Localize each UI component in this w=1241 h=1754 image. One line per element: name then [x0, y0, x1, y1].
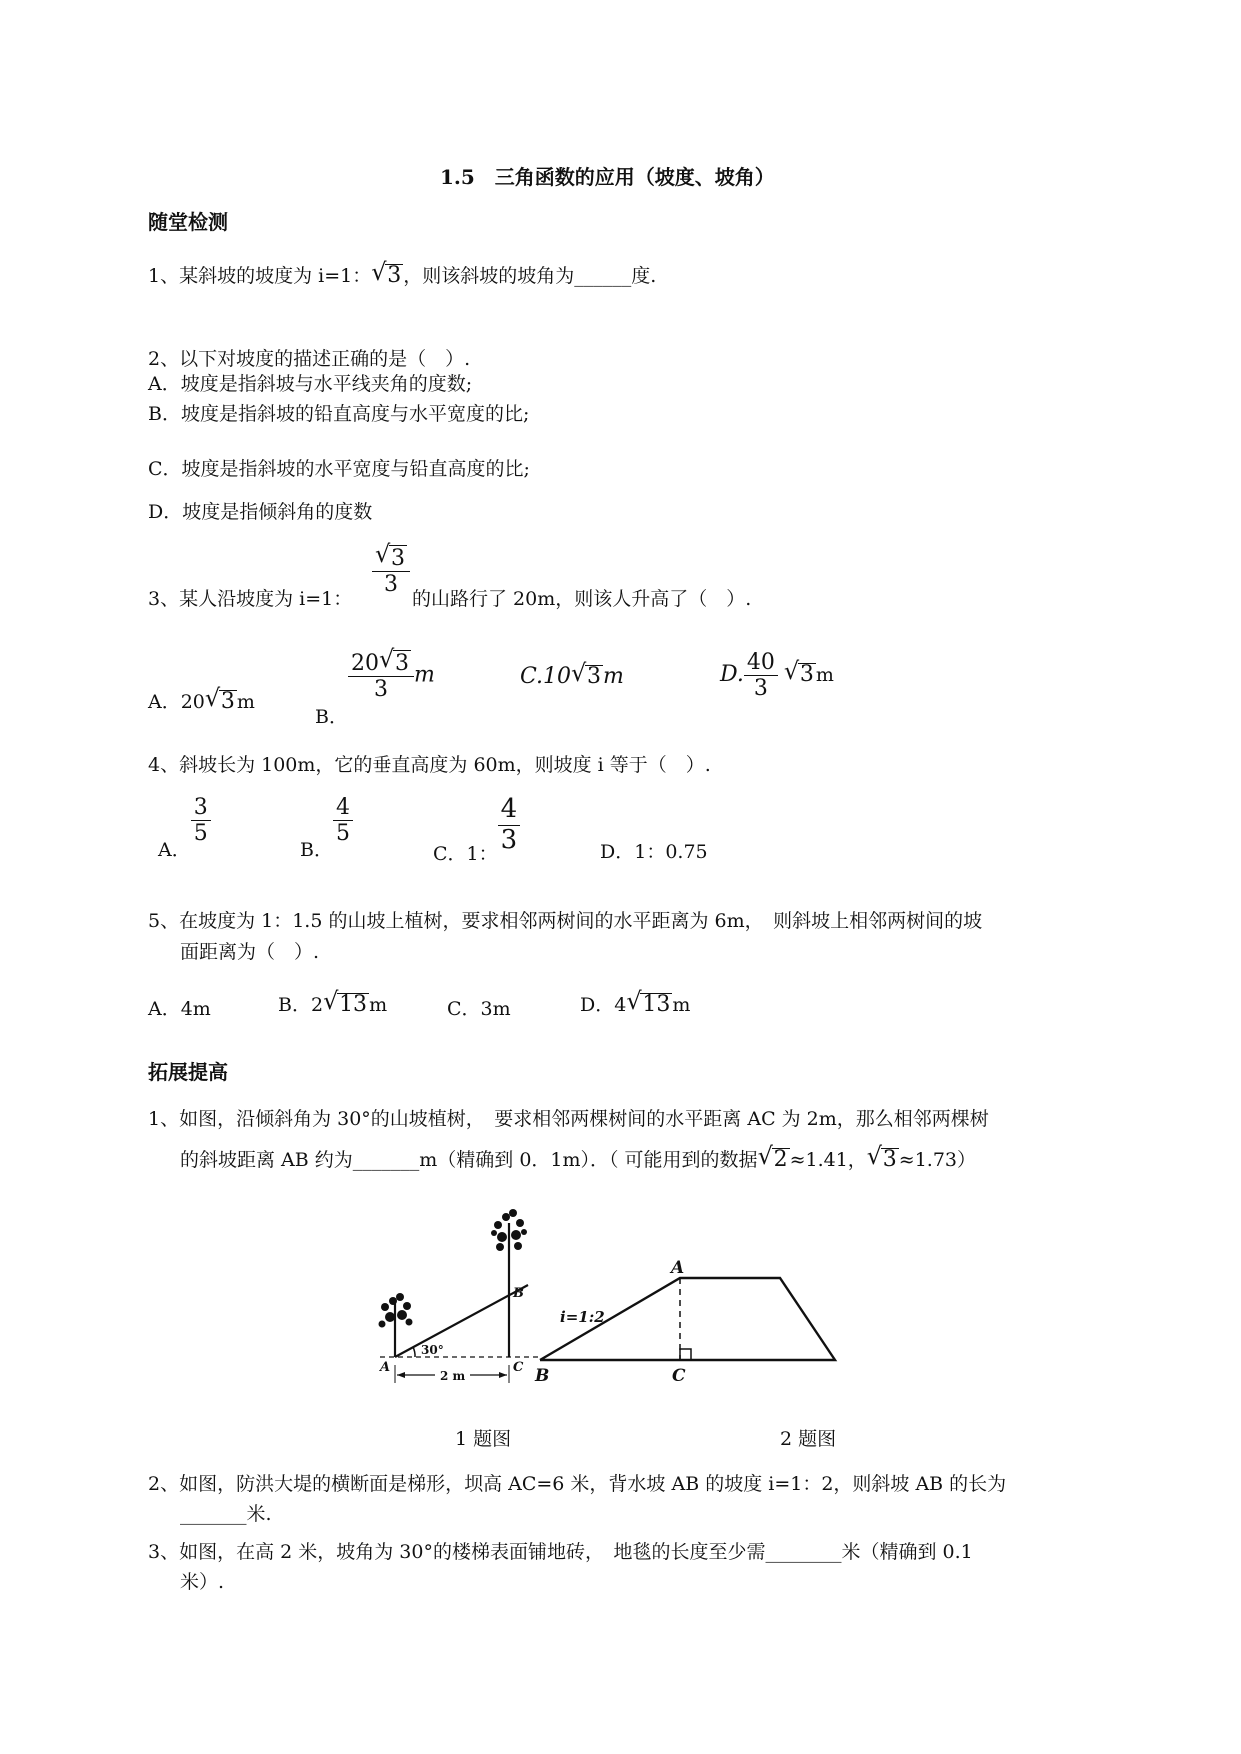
fig2-slope-label: i=1:2 [560, 1308, 605, 1326]
section-heading-extension: 拓展提高 [148, 1060, 228, 1084]
extension-3-line-2: 米）. [180, 1571, 225, 1593]
fig1-label-c: C [513, 1360, 524, 1375]
page-title: 1.5 三角函数的应用（坡度、坡角） [440, 165, 775, 189]
question-2-stem: 2、以下对坡度的描述正确的是（ ）. [148, 348, 471, 370]
extension-1-line-2: 的斜坡距离 AB 约为_______m（精确到 0．1m）．（ 可能用到的数据√ 2 ≈1.41，√ 3 ≈1.73） [180, 1148, 976, 1171]
q1-sqrt: √ 3 [371, 264, 403, 287]
question-3-option-c: C.10√ 3m [520, 665, 624, 688]
fig1-label-a: A [380, 1360, 391, 1375]
question-3-stem-pre: 3、某人沿坡度为 i=1： [148, 588, 353, 610]
question-2-option-a: A．坡度是指斜坡与水平线夹角的度数; [148, 373, 473, 395]
question-5-option-d: D．4√ 13 m [580, 993, 690, 1016]
right-angle-mark [680, 1349, 691, 1360]
angle-arc [413, 1347, 415, 1357]
question-2-option-b: B．坡度是指斜坡的铅直高度与水平宽度的比; [148, 403, 530, 425]
section-heading-practice: 随堂检测 [148, 210, 228, 234]
figure-2-caption: 2 题图 [780, 1428, 837, 1450]
question-3-option-d: D. $\frac{40}{3}$ √ 3 m [720, 650, 834, 702]
question-2-option-c: C．坡度是指斜坡的水平宽度与铅直高度的比; [148, 458, 530, 480]
q1-text-post: ，则该斜坡的坡角为______度. [403, 265, 657, 287]
question-4-stem: 4、斜坡长为 100m，它的垂直高度为 60m，则坡度 i 等于（ ）. [148, 754, 711, 776]
extension-2-line-1: 2、如图，防洪大堤的横断面是梯形，坝高 AC=6 米，背水坡 AB 的坡度 i=1：2，则斜坡 AB 的长为 [148, 1473, 1007, 1495]
question-5-option-c: C．3m [447, 998, 511, 1020]
fig1-angle-label: 30° [421, 1343, 444, 1357]
question-3-option-b: B． $\frac{20√ 3}{3}$ m [315, 650, 435, 703]
question-5-line-1: 5、在坡度为 1：1.5 的山坡上植树，要求相邻两树间的水平距离为 6m， 则斜坡上相邻两树间的坡 [148, 910, 983, 932]
question-1 [148, 264, 656, 287]
question-4-option-a: A． $\frac{3}{5}$ [158, 795, 211, 847]
question-4-option-c: C．1： $\frac{4}{3}$ [433, 795, 520, 856]
question-5-option-a: A．4m [148, 998, 211, 1020]
question-4-option-d: D．1：0.75 [600, 841, 708, 863]
question-3-stem-post: 的山路行了 20m，则该人升高了（ ）. [412, 588, 752, 610]
extension-2-line-2: _______米. [180, 1503, 272, 1525]
q1-text-pre: 1、某斜坡的坡度为 i=1： [148, 265, 372, 287]
question-3-fraction: √ $\frac{3}{3}$ [372, 545, 410, 605]
fig2-label-b: B [535, 1366, 550, 1386]
figure-1-caption: 1 题图 [455, 1428, 512, 1450]
fig1-label-b: B [513, 1286, 524, 1301]
extension-1-line-1: 1、如图，沿倾斜角为 30°的山坡植树， 要求相邻两棵树间的水平距离 AC 为 2m，那么相邻两棵树 [148, 1108, 989, 1130]
question-4-option-b: B． $\frac{4}{5}$ [300, 795, 353, 847]
question-2-option-d: D．坡度是指倾斜角的度数 [148, 501, 373, 523]
extension-3-line-1: 3、如图，在高 2 米，坡角为 30°的楼梯表面铺地砖， 地毯的长度至少需________米（精确到 0.1 [148, 1541, 973, 1563]
question-5-line-2: 面距离为（ ）. [180, 941, 320, 963]
question-5-option-b: B．2√ 13 m [278, 993, 387, 1016]
fig2-label-c: C [672, 1366, 686, 1386]
fig2-label-a: A [671, 1258, 685, 1278]
fig1-distance-label: 2 m [440, 1369, 466, 1383]
question-3-option-a: A．20√ 3 m [148, 690, 255, 713]
figures-svg [360, 1205, 920, 1390]
